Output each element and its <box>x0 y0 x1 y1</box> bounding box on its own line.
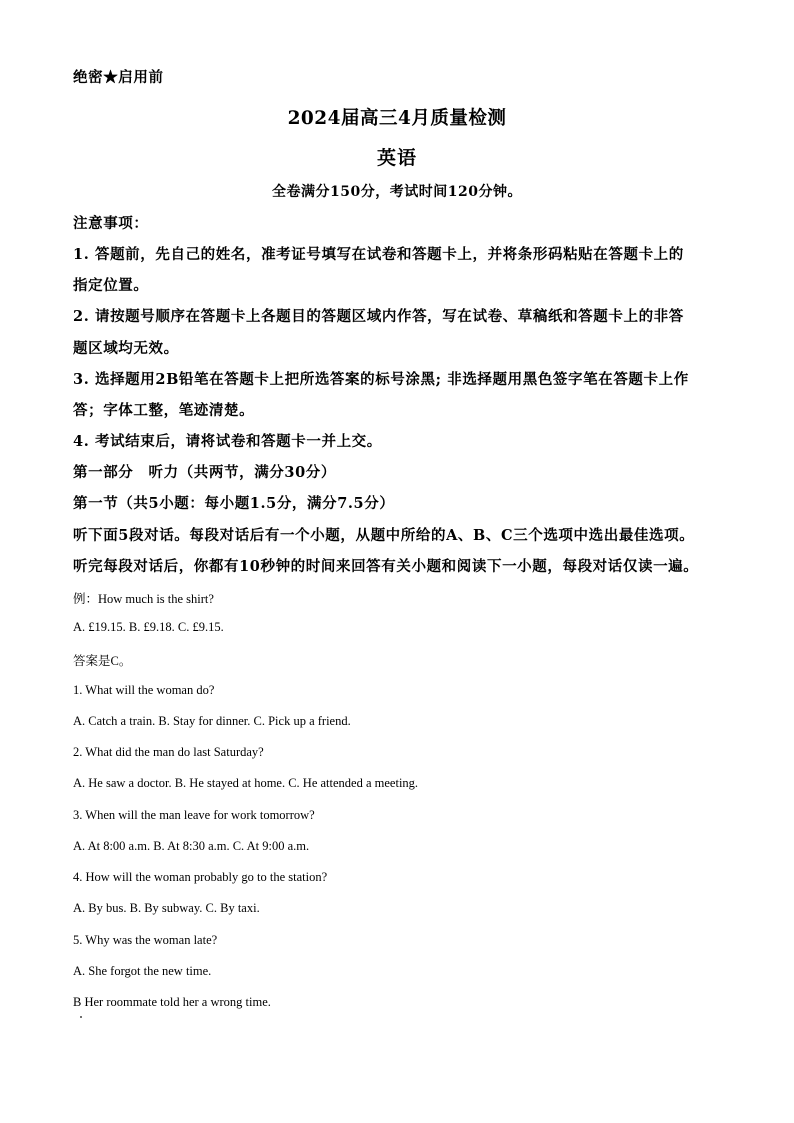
example-answer: 答案是C。 <box>73 654 132 668</box>
example-question: 例：How much is the shirt? <box>73 592 214 606</box>
question-5: 5. Why was the woman late? <box>73 933 218 947</box>
stray-dot <box>80 1016 82 1018</box>
question-5-option-a: A. She forgot the new time. <box>73 964 212 978</box>
question-3-options: A. At 8:00 a.m. B. At 8:30 a.m. C. At 9:00 a.m. <box>73 839 310 853</box>
note-line: 答；字体工整，笔迹清楚。 <box>73 402 255 419</box>
question-1: 1. What will the woman do? <box>73 683 215 697</box>
subject-title: 英语 <box>376 147 417 169</box>
note-line: 指定位置。 <box>73 277 149 294</box>
part1-heading: 第一部分 听力（共两节，满分30分） <box>73 464 336 481</box>
secrecy-label: 绝密★启用前 <box>73 69 164 86</box>
note-line: 题区域均无效。 <box>73 340 179 357</box>
example-options: A. £19.15. B. £9.18. C. £9.15. <box>73 620 224 634</box>
question-4: 4. How will the woman probably go to the station? <box>73 870 328 884</box>
exam-title: 2024届高三4月质量检测 <box>287 108 507 129</box>
question-1-options: A. Catch a train. B. Stay for dinner. C. Pick up a friend. <box>73 714 351 728</box>
question-3: 3. When will the man leave for work tomorrow? <box>73 808 315 822</box>
question-2-options: A. He saw a doctor. B. He stayed at home. C. He attended a meeting. <box>73 776 419 790</box>
instruction-line: 听完每段对话后，你都有10秒钟的时间来回答有关小题和阅读下一小题，每段对话仅读一遍。 <box>73 558 699 575</box>
section1-heading: 第一节（共5小题：每小题1.5分，满分7.5分） <box>73 495 395 512</box>
notes-heading: 注意事项： <box>73 215 149 232</box>
note-line: 4. 考试结束后，请将试卷和答题卡一并上交。 <box>73 433 382 450</box>
question-2: 2. What did the man do last Saturday? <box>73 745 264 759</box>
note-line: 3. 选择题用2B铅笔在答题卡上把所选答案的标号涂黑; 非选择题用黑色签字笔在答题卡上作 <box>73 371 689 388</box>
question-4-options: A. By bus. B. By subway. C. By taxi. <box>73 901 260 915</box>
note-line: 2. 请按题号顺序在答题卡上各题目的答题区域内作答，写在试卷、草稿纸和答题卡上的非答 <box>73 308 684 325</box>
score-time-info: 全卷满分150分，考试时间120分钟。 <box>272 184 522 200</box>
note-line: 1. 答题前，先自己的姓名，准考证号填写在试卷和答题卡上，并将条形码粘贴在答题卡上的 <box>73 246 684 263</box>
instruction-line: 听下面5段对话。每段对话后有一个小题，从题中所给的A、B、C三个选项中选出最佳选项。 <box>73 527 695 544</box>
question-5-option-b: B Her roommate told her a wrong time. <box>73 995 271 1009</box>
